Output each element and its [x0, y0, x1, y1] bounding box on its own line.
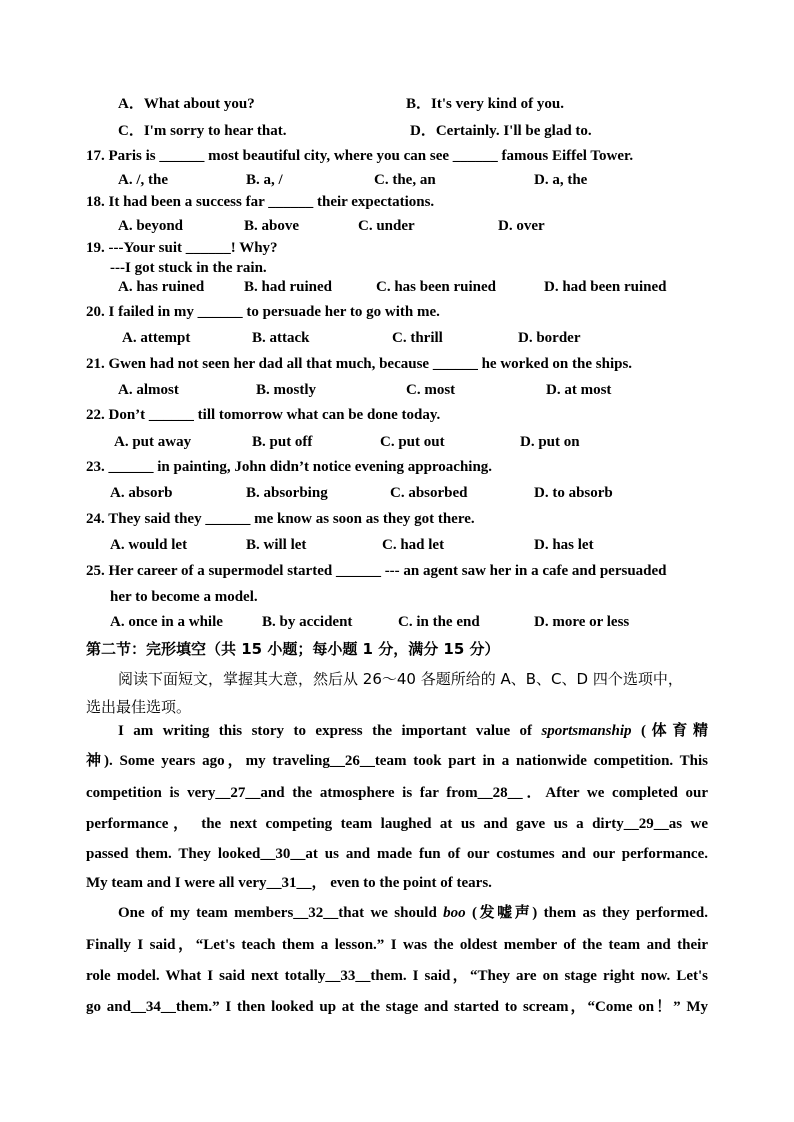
- q23-stem: 23. ______ in painting, John didn’t notice evening approaching.: [86, 459, 493, 475]
- passage-text: (体育精: [631, 723, 708, 739]
- q18-option-d: D. over: [498, 218, 545, 234]
- q24-option-c: C. had let: [382, 537, 445, 553]
- passage-line: role model. What I said next totally__33__them. I said，“They are on stage right now. Let's: [86, 968, 708, 984]
- q16-option-a: A．What about you?: [118, 96, 255, 112]
- q21-option-a: A. almost: [118, 382, 179, 398]
- q23-option-c: C. absorbed: [390, 485, 468, 501]
- q19-stem-reply: ---I got stuck in the rain.: [110, 260, 267, 276]
- passage-line: competition is very__27__and the atmosphere is far from__28__．After we completed our: [86, 785, 708, 801]
- q21-option-b: B. mostly: [256, 382, 316, 398]
- q22-option-a: A. put away: [114, 434, 192, 450]
- passage-emphasis: boo: [443, 905, 466, 921]
- q18-stem: 18. It had been a success far ______ their expectations.: [86, 194, 435, 210]
- q19-stem: 19. ---Your suit ______! Why?: [86, 240, 278, 256]
- passage-line: My team and I were all very__31__， even to the point of tears.: [86, 875, 492, 891]
- q23-option-a: A. absorb: [110, 485, 173, 501]
- passage-line: go and__34__them.” I then looked up at the stage and started to scream，“Come on！” My: [86, 999, 708, 1015]
- q20-option-d: D. border: [518, 330, 581, 346]
- q23-option-d: D. to absorb: [534, 485, 613, 501]
- passage-line: [118, 722, 708, 740]
- q20-option-c: C. thrill: [392, 330, 443, 346]
- q19-option-b: B. had ruined: [244, 279, 332, 295]
- q17-option-b: B. a, /: [246, 172, 283, 188]
- q17-option-a: A. /, the: [118, 172, 168, 188]
- q21-option-c: C. most: [406, 382, 456, 398]
- section2-instructions: 阅读下面短文，掌握其大意，然后从 26～40 各题所给的 A、B、C、D 四个选项中，: [118, 670, 683, 688]
- q17-option-c: C. the, an: [374, 172, 436, 188]
- q20-option-b: B. attack: [252, 330, 310, 346]
- q22-option-d: D. put on: [520, 434, 580, 450]
- q25-stem-continued: her to become a model.: [110, 589, 258, 605]
- passage-text: (发嘘声) them as they performed.: [465, 905, 708, 921]
- q18-option-c: C. under: [358, 218, 415, 234]
- passage-line: Finally I said，“Let's teach them a lesson.” I was the oldest member of the team and their: [86, 937, 708, 953]
- passage-text: I am writing this story to express the important value of: [118, 723, 542, 739]
- q22-stem: 22. Don’t ______ till tomorrow what can be done today.: [86, 407, 441, 423]
- q25-option-b: B. by accident: [262, 614, 353, 630]
- q18-option-a: A. beyond: [118, 218, 184, 234]
- passage-emphasis: sportsmanship: [541, 723, 632, 739]
- section2-heading: 第二节：完形填空（共 15 小题；每小题 1 分，满分 15 分）: [86, 640, 500, 658]
- q20-stem: 20. I failed in my ______ to persuade her to go with me.: [86, 304, 440, 320]
- q21-option-d: D. at most: [546, 382, 612, 398]
- passage-line: passed them. They looked__30__at us and made fun of our costumes and our performance.: [86, 846, 708, 862]
- q25-stem: 25. Her career of a supermodel started ______ --- an agent saw her in a cafe and persuaded: [86, 563, 667, 579]
- q25-option-a: A. once in a while: [110, 614, 223, 630]
- q19-option-d: D. had been ruined: [544, 279, 667, 295]
- q22-option-c: C. put out: [380, 434, 445, 450]
- passage-line: 神). Some years ago，my traveling__26__team took part in a nationwide competition. This: [86, 753, 708, 769]
- q24-option-b: B. will let: [246, 537, 307, 553]
- q24-option-d: D. has let: [534, 537, 594, 553]
- q22-option-b: B. put off: [252, 434, 313, 450]
- q20-option-a: A. attempt: [122, 330, 191, 346]
- q23-option-b: B. absorbing: [246, 485, 328, 501]
- passage-line: [118, 904, 708, 922]
- q17-option-d: D. a, the: [534, 172, 588, 188]
- passage-text: One of my team members__32__that we should: [118, 905, 444, 921]
- q21-stem: 21. Gwen had not seen her dad all that much, because ______ he worked on the ships.: [86, 356, 633, 372]
- q16-option-b: B．It's very kind of you.: [406, 96, 564, 112]
- q18-option-b: B. above: [244, 218, 300, 234]
- q25-option-d: D. more or less: [534, 614, 630, 630]
- section2-instructions-continued: 选出最佳选项。: [86, 698, 192, 716]
- passage-line: performance， the next competing team laughed at us and gave us a dirty__29__as we: [86, 816, 708, 832]
- q17-stem: 17. Paris is ______ most beautiful city, where you can see ______ famous Eiffel Tower.: [86, 148, 634, 164]
- q25-option-c: C. in the end: [398, 614, 480, 630]
- q19-option-c: C. has been ruined: [376, 279, 497, 295]
- q19-option-a: A. has ruined: [118, 279, 205, 295]
- q16-option-d: D．Certainly. I'll be glad to.: [410, 123, 592, 139]
- q24-stem: 24. They said they ______ me know as soon as they got there.: [86, 511, 475, 527]
- q16-option-c: C．I'm sorry to hear that.: [118, 123, 287, 139]
- q24-option-a: A. would let: [110, 537, 188, 553]
